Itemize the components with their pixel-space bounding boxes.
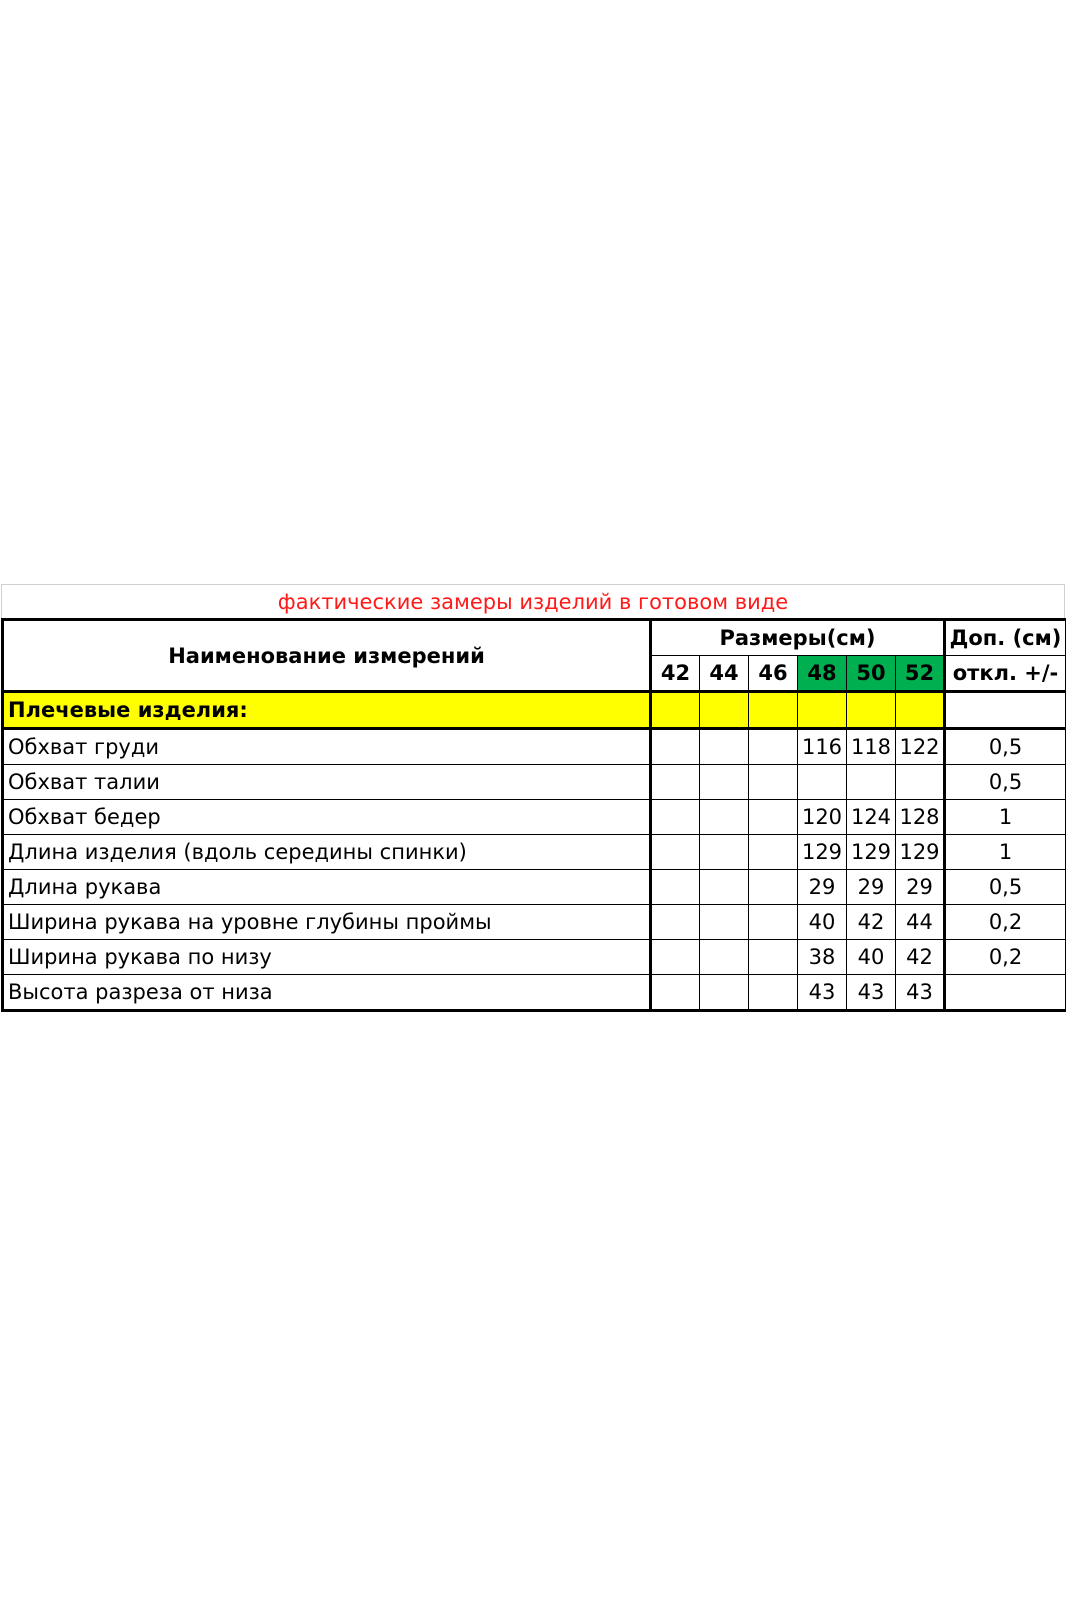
header-row-1 xyxy=(3,620,1066,656)
size-header-cell: 42 xyxy=(651,656,700,692)
size-value-cell xyxy=(700,975,749,1011)
size-value-cell: 44 xyxy=(896,905,945,940)
size-header-cell-highlighted: 52 xyxy=(896,656,945,692)
sheet-title: фактические замеры изделий в готовом виде xyxy=(1,584,1065,618)
size-value-cell xyxy=(798,765,847,800)
size-value-cell xyxy=(896,765,945,800)
size-value-cell xyxy=(749,975,798,1011)
size-value-cell: 43 xyxy=(847,975,896,1011)
table-row xyxy=(3,975,1066,1011)
size-value-cell: 129 xyxy=(896,835,945,870)
size-value-cell: 40 xyxy=(798,905,847,940)
measurements-table xyxy=(1,618,1066,1012)
section-row xyxy=(3,692,1066,729)
size-value-cell: 29 xyxy=(896,870,945,905)
size-value-cell xyxy=(700,729,749,765)
size-value-cell: 129 xyxy=(798,835,847,870)
measurement-label: Длина рукава xyxy=(3,870,651,905)
size-value-cell xyxy=(651,870,700,905)
tolerance-cell: 0,2 xyxy=(945,940,1066,975)
table-row xyxy=(3,870,1066,905)
measurement-label: Обхват груди xyxy=(3,729,651,765)
size-value-cell xyxy=(651,729,700,765)
size-value-cell: 43 xyxy=(896,975,945,1011)
size-value-cell xyxy=(700,940,749,975)
size-value-cell xyxy=(749,800,798,835)
size-header-cell-highlighted: 50 xyxy=(847,656,896,692)
section-label: Плечевые изделия: xyxy=(3,692,651,729)
size-value-cell xyxy=(749,765,798,800)
size-value-cell: 29 xyxy=(798,870,847,905)
tolerance-header-top: Доп. (см) xyxy=(945,620,1066,656)
size-value-cell: 118 xyxy=(847,729,896,765)
size-value-cell xyxy=(700,870,749,905)
size-value-cell: 42 xyxy=(896,940,945,975)
size-value-cell xyxy=(651,905,700,940)
table-row xyxy=(3,940,1066,975)
size-value-cell: 120 xyxy=(798,800,847,835)
section-cell xyxy=(700,692,749,729)
size-value-cell xyxy=(700,905,749,940)
size-header-cell: 44 xyxy=(700,656,749,692)
measurement-label: Ширина рукава по низу xyxy=(3,940,651,975)
size-value-cell: 43 xyxy=(798,975,847,1011)
size-value-cell xyxy=(651,800,700,835)
size-value-cell xyxy=(651,765,700,800)
size-value-cell xyxy=(749,870,798,905)
size-value-cell: 40 xyxy=(847,940,896,975)
section-cell xyxy=(896,692,945,729)
tolerance-cell: 1 xyxy=(945,800,1066,835)
section-cell xyxy=(847,692,896,729)
tolerance-cell: 0,5 xyxy=(945,870,1066,905)
size-value-cell: 116 xyxy=(798,729,847,765)
size-value-cell: 124 xyxy=(847,800,896,835)
size-value-cell: 29 xyxy=(847,870,896,905)
size-value-cell xyxy=(749,835,798,870)
measurement-label: Обхват бедер xyxy=(3,800,651,835)
size-value-cell xyxy=(651,940,700,975)
sizes-header: Размеры(см) xyxy=(651,620,945,656)
measurement-label: Обхват талии xyxy=(3,765,651,800)
tolerance-cell xyxy=(945,975,1066,1011)
measurements-sheet xyxy=(1,584,1065,1012)
size-value-cell: 42 xyxy=(847,905,896,940)
section-cell xyxy=(749,692,798,729)
size-value-cell xyxy=(651,835,700,870)
size-value-cell: 128 xyxy=(896,800,945,835)
table-row xyxy=(3,729,1066,765)
size-value-cell xyxy=(651,975,700,1011)
measurement-label: Высота разреза от низа xyxy=(3,975,651,1011)
table-row xyxy=(3,905,1066,940)
size-value-cell xyxy=(847,765,896,800)
section-tolerance-cell xyxy=(945,692,1066,729)
tolerance-cell: 0,2 xyxy=(945,905,1066,940)
size-value-cell: 129 xyxy=(847,835,896,870)
size-value-cell xyxy=(700,765,749,800)
name-column-header: Наименование измерений xyxy=(3,620,651,692)
size-header-cell-highlighted: 48 xyxy=(798,656,847,692)
size-value-cell xyxy=(749,729,798,765)
measurement-label: Ширина рукава на уровне глубины проймы xyxy=(3,905,651,940)
table-row xyxy=(3,765,1066,800)
tolerance-header-bottom: откл. +/- xyxy=(945,656,1066,692)
size-header-cell: 46 xyxy=(749,656,798,692)
section-cell xyxy=(798,692,847,729)
size-value-cell: 38 xyxy=(798,940,847,975)
size-value-cell xyxy=(700,800,749,835)
tolerance-cell: 0,5 xyxy=(945,765,1066,800)
measurement-label: Длина изделия (вдоль середины спинки) xyxy=(3,835,651,870)
size-value-cell xyxy=(700,835,749,870)
tolerance-cell: 1 xyxy=(945,835,1066,870)
table-row xyxy=(3,835,1066,870)
size-value-cell xyxy=(749,905,798,940)
section-cell xyxy=(651,692,700,729)
size-value-cell: 122 xyxy=(896,729,945,765)
table-row xyxy=(3,800,1066,835)
size-value-cell xyxy=(749,940,798,975)
tolerance-cell: 0,5 xyxy=(945,729,1066,765)
measurement-rows xyxy=(3,729,1066,1011)
